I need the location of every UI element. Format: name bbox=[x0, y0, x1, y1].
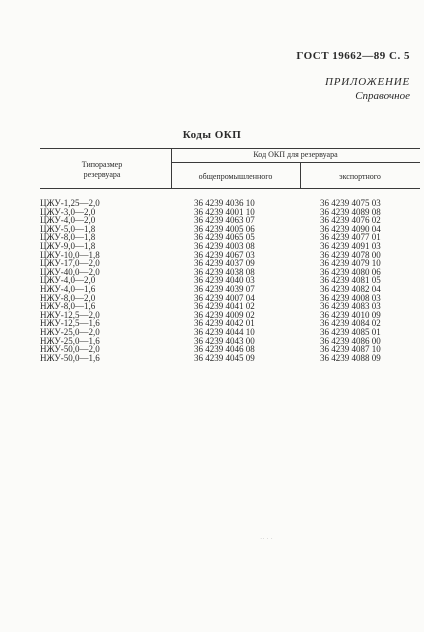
table-body bbox=[40, 199, 420, 362]
general-code: 36 4239 4042 01 bbox=[194, 318, 255, 329]
export-code: 36 4239 4082 04 bbox=[320, 283, 381, 294]
general-code: 36 4239 4045 09 bbox=[194, 352, 255, 363]
row-name: ЦЖУ-40,0—2,0 bbox=[40, 266, 100, 277]
export-code: 36 4239 4081 05 bbox=[320, 275, 381, 286]
export-code: 36 4239 4079 10 bbox=[320, 258, 381, 269]
row-name: НЖУ-25,0—2,0 bbox=[40, 326, 100, 337]
general-code: 36 4239 4044 10 bbox=[194, 326, 255, 337]
export-code: 36 4239 4084 02 bbox=[320, 318, 381, 329]
export-code: 36 4239 4076 02 bbox=[320, 215, 381, 226]
general-code: 36 4239 4040 03 bbox=[194, 275, 255, 286]
export-code: 36 4239 4086 00 bbox=[320, 335, 381, 346]
table-row bbox=[40, 354, 420, 363]
appendix-subtitle: Справочное bbox=[355, 90, 410, 102]
table-top-rule bbox=[40, 148, 420, 149]
group-header-rule bbox=[171, 162, 420, 163]
row-name: НЖУ-4,0—1,6 bbox=[40, 283, 96, 294]
general-code: 36 4239 4067 03 bbox=[194, 249, 255, 260]
export-code: 36 4239 4077 01 bbox=[320, 232, 381, 243]
table-title: Коды ОКП bbox=[182, 129, 242, 141]
row-name: ЦЖУ-3,0—2,0 bbox=[40, 206, 96, 217]
appendix-block bbox=[325, 75, 410, 103]
general-code: 36 4239 4039 07 bbox=[194, 283, 255, 294]
export-code: 36 4239 4087 10 bbox=[320, 344, 381, 355]
col-general-header: общепромышленного bbox=[198, 172, 273, 181]
general-code: 36 4239 4037 09 bbox=[194, 258, 255, 269]
row-name: ЦЖУ-17,0—2,0 bbox=[40, 258, 100, 269]
export-code: 36 4239 4088 09 bbox=[320, 352, 381, 363]
row-name: НЖУ-12,5—1,6 bbox=[40, 318, 100, 329]
row-name: НЖУ-8,0—1,6 bbox=[40, 301, 96, 312]
general-code: 36 4239 4041 02 bbox=[194, 301, 255, 312]
row-name: НЖУ-25,0—1,6 bbox=[40, 335, 100, 346]
general-code: 36 4239 4038 08 bbox=[194, 266, 255, 277]
col-export-header: экспортного bbox=[339, 172, 381, 181]
row-name: ЦЖУ-10,0—1,8 bbox=[40, 249, 100, 260]
export-code: 36 4239 4008 03 bbox=[320, 292, 381, 303]
general-code: 36 4239 4005 06 bbox=[194, 223, 255, 234]
general-code: 36 4239 4001 10 bbox=[194, 206, 255, 217]
export-code: 36 4239 4010 09 bbox=[320, 309, 381, 320]
export-code: 36 4239 4078 00 bbox=[320, 249, 381, 260]
general-code: 36 4239 4003 08 bbox=[194, 240, 255, 251]
general-code: 36 4239 4046 08 bbox=[194, 344, 255, 355]
general-code: 36 4239 4043 00 bbox=[194, 335, 255, 346]
export-code: 36 4239 4089 08 bbox=[320, 206, 381, 217]
export-code: 36 4239 4091 03 bbox=[320, 240, 381, 251]
col-type-header: Типоразмер резервуара bbox=[81, 160, 123, 179]
export-code: 36 4239 4090 04 bbox=[320, 223, 381, 234]
appendix-title: ПРИЛОЖЕНИЕ bbox=[325, 76, 410, 88]
general-code: 36 4239 4009 02 bbox=[194, 309, 255, 320]
row-name: НЖУ-50,0—1,6 bbox=[40, 352, 100, 363]
page-header: ГОСТ 19662—89 С. 5 bbox=[296, 50, 410, 62]
export-code: 36 4239 4083 03 bbox=[320, 301, 381, 312]
row-name: ЦЖУ-8,0—1,8 bbox=[40, 232, 96, 243]
row-name: ЦЖУ-4,0—2,0 bbox=[40, 215, 96, 226]
general-code: 36 4239 4007 04 bbox=[194, 292, 255, 303]
general-code: 36 4239 4063 07 bbox=[194, 215, 255, 226]
row-name: НЖУ-50,0—2,0 bbox=[40, 344, 100, 355]
general-code: 36 4239 4065 05 bbox=[194, 232, 255, 243]
row-name: ЦЖУ-9,0—1,8 bbox=[40, 240, 96, 251]
row-name: ЦЖУ-5,0—1,8 bbox=[40, 223, 96, 234]
export-code: 36 4239 4080 06 bbox=[320, 266, 381, 277]
export-code: 36 4239 4085 01 bbox=[320, 326, 381, 337]
row-name: ЦЖУ-4,0—2,0 bbox=[40, 275, 96, 286]
export-code: 36 4239 4075 03 bbox=[320, 198, 381, 208]
row-name: ЦЖУ-1,25—2,0 bbox=[40, 198, 100, 208]
general-code: 36 4239 4036 10 bbox=[194, 198, 255, 208]
faint-stamp-marks: ·· · · bbox=[260, 535, 273, 543]
group-header: Код ОКП для резервуара bbox=[253, 150, 338, 159]
row-name: НЖУ-8,0—2,0 bbox=[40, 292, 96, 303]
row-name: НЖУ-12,5—2,0 bbox=[40, 309, 100, 320]
header-bottom-rule bbox=[40, 188, 420, 189]
